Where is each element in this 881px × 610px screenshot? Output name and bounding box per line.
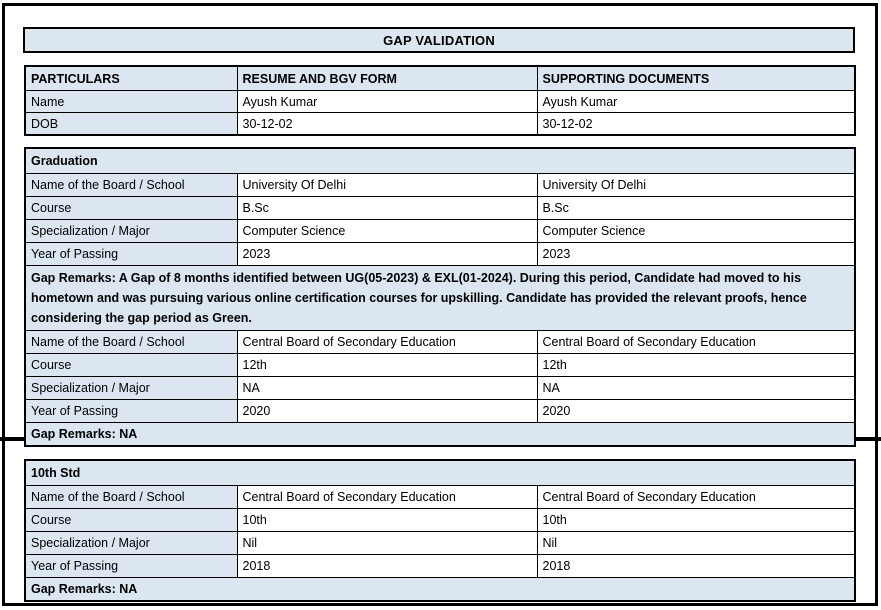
supporting-value: 2018 xyxy=(537,555,855,578)
row-label: Course xyxy=(25,354,237,377)
section-heading-10th-std: 10th Std xyxy=(25,460,855,486)
gap-remarks-row xyxy=(25,578,855,602)
gap-remarks-row xyxy=(25,423,855,447)
supporting-value: 30-12-02 xyxy=(537,113,855,136)
table-row-year xyxy=(25,243,855,266)
supporting-value: Ayush Kumar xyxy=(537,91,855,113)
gap-remarks-row xyxy=(25,266,855,331)
gap-remarks-12th: Gap Remarks: NA xyxy=(25,423,855,447)
section-heading-row xyxy=(25,460,855,486)
resume-value: 30-12-02 xyxy=(237,113,537,136)
table-row-board xyxy=(25,174,855,197)
table-row-board xyxy=(25,486,855,509)
row-label: Name xyxy=(25,91,237,113)
table-row-course xyxy=(25,509,855,532)
section-heading-row xyxy=(25,148,855,174)
supporting-value: 10th xyxy=(537,509,855,532)
row-label: Year of Passing xyxy=(25,555,237,578)
column-header-resume-bgv: RESUME AND BGV FORM xyxy=(237,66,537,91)
gap-remarks-graduation: Gap Remarks: A Gap of 8 months identified between UG(05-2023) & EXL(01-2024). During this period, Candidate had moved to his hometown and was pursuing various online certification courses for upskilling. Candidate has provided the relevant proofs, hence considering the gap period as Green. xyxy=(25,266,855,331)
row-label: Course xyxy=(25,197,237,220)
table-row-specialization xyxy=(25,377,855,400)
resume-value: Nil xyxy=(237,532,537,555)
section-heading-graduation: Graduation xyxy=(25,148,855,174)
supporting-value: 2023 xyxy=(537,243,855,266)
row-label: Specialization / Major xyxy=(25,220,237,243)
table-row-year xyxy=(25,555,855,578)
supporting-value: 2020 xyxy=(537,400,855,423)
supporting-value: Nil xyxy=(537,532,855,555)
table-row-year xyxy=(25,400,855,423)
column-header-supporting-docs: SUPPORTING DOCUMENTS xyxy=(537,66,855,91)
row-label: Specialization / Major xyxy=(25,377,237,400)
resume-value: 2018 xyxy=(237,555,537,578)
resume-value: Central Board of Secondary Education xyxy=(237,486,537,509)
candidate-info-table xyxy=(24,65,856,136)
row-label: Year of Passing xyxy=(25,400,237,423)
table-row-specialization xyxy=(25,220,855,243)
table-row-course xyxy=(25,197,855,220)
resume-value: Central Board of Secondary Education xyxy=(237,331,537,354)
resume-value: Ayush Kumar xyxy=(237,91,537,113)
table-row-specialization xyxy=(25,532,855,555)
tenth-std-table xyxy=(24,459,856,602)
table-row-name xyxy=(25,91,855,113)
supporting-value: B.Sc xyxy=(537,197,855,220)
supporting-value: Computer Science xyxy=(537,220,855,243)
row-label: Year of Passing xyxy=(25,243,237,266)
column-header-particulars: PARTICULARS xyxy=(25,66,237,91)
supporting-value: University Of Delhi xyxy=(537,174,855,197)
resume-value: NA xyxy=(237,377,537,400)
graduation-education-table xyxy=(24,147,856,447)
row-label: Name of the Board / School xyxy=(25,486,237,509)
row-label: Name of the Board / School xyxy=(25,331,237,354)
supporting-value: Central Board of Secondary Education xyxy=(537,486,855,509)
header-row xyxy=(25,66,855,91)
gap-remarks-10th: Gap Remarks: NA xyxy=(25,578,855,602)
page-title: GAP VALIDATION xyxy=(23,27,855,53)
resume-value: 2023 xyxy=(237,243,537,266)
resume-value: 2020 xyxy=(237,400,537,423)
resume-value: 12th xyxy=(237,354,537,377)
supporting-value: NA xyxy=(537,377,855,400)
resume-value: Computer Science xyxy=(237,220,537,243)
supporting-value: 12th xyxy=(537,354,855,377)
row-label: Specialization / Major xyxy=(25,532,237,555)
row-label: Name of the Board / School xyxy=(25,174,237,197)
supporting-value: Central Board of Secondary Education xyxy=(537,331,855,354)
row-label: DOB xyxy=(25,113,237,136)
table-row-course xyxy=(25,354,855,377)
table-row-board xyxy=(25,331,855,354)
resume-value: B.Sc xyxy=(237,197,537,220)
row-label: Course xyxy=(25,509,237,532)
resume-value: University Of Delhi xyxy=(237,174,537,197)
resume-value: 10th xyxy=(237,509,537,532)
table-row-dob xyxy=(25,113,855,136)
